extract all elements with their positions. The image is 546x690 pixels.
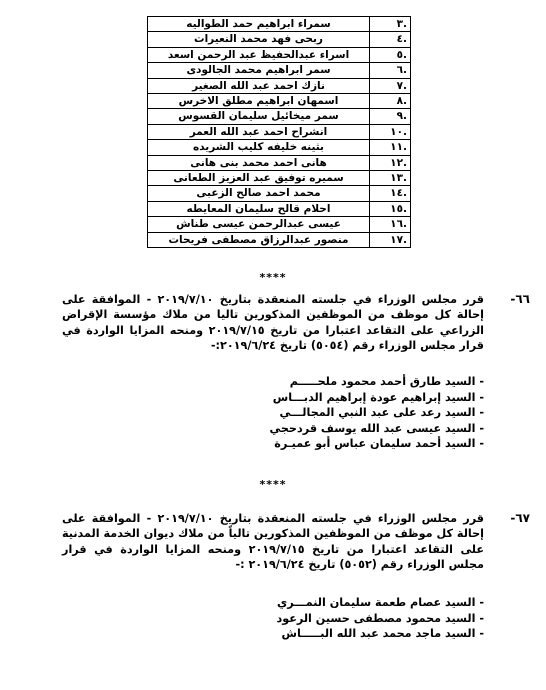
person-name: سميره توفيق عبد العزيز الطعانى	[148, 171, 370, 186]
decision-text: قرر مجلس الوزراء في جلسته المنعقدة بتاريخ ٢٠١٩/٧/١٠ - الموافقة على إحالة كل موظف من الموظفين المذكورين تالياً من ملاك ديوان الخدمة المدنية على التقاعد اعتبارا من تاريخ ٢٠١٩/٧/١٥ ومنحه المزايا الواردة في قرار مجلس الوزراء رقم (٥٠٥٢) تاريخ ٢٠١٩/٦/٢٤ :-	[62, 512, 484, 572]
row-number: .٣	[370, 17, 411, 32]
separator-stars: ****	[259, 478, 287, 491]
decision-67	[0, 511, 546, 651]
row-number: .١٥	[370, 201, 411, 216]
person-name: ربحى فهد محمد النعيرات	[148, 32, 370, 47]
person-name: سمراء ابراهيم حمد الطواليه	[148, 17, 370, 32]
table-row	[148, 47, 411, 62]
list-item: - السيد إبراهيم عودة إبراهيم الدبـــاس	[272, 390, 484, 404]
table-row	[148, 201, 411, 216]
table-row	[148, 109, 411, 124]
list-item: - السيد أحمد سليمان عباس أبو عميـرة	[274, 437, 484, 451]
list-item: - السيد طارق أحمد محمود ملحـــــم	[289, 375, 484, 388]
person-name: منصور عبدالرزاق مصطفى فريحات	[148, 232, 370, 247]
row-number: .٦	[370, 63, 411, 78]
table-row	[148, 63, 411, 78]
table-row	[148, 171, 411, 186]
names-table-body	[148, 17, 411, 248]
decision-66	[0, 292, 546, 462]
list-item: - السيد ماجد محمد عبد الله البـــــاش	[281, 627, 484, 641]
table-row	[148, 186, 411, 201]
table-row	[148, 17, 411, 32]
row-number: .١٦	[370, 217, 411, 232]
person-name: اسراء عبدالحفيظ عبد الرحمن اسعد	[148, 47, 370, 62]
person-name: هانى احمد محمد بنى هانى	[148, 155, 370, 170]
table-row	[148, 232, 411, 247]
decision-people-list	[270, 374, 484, 452]
row-number: .١٠	[370, 124, 411, 139]
person-name: نازك احمد عبد الله الصغير	[148, 78, 370, 93]
row-number: .١٧	[370, 232, 411, 247]
decision-text: قرر مجلس الوزراء في جلسته المنعقدة بتاريخ ٢٠١٩/٧/١٠ - الموافقة على إحالة كل موظف من الموظفين المذكورين تاليا من ملاك مؤسسة الإقراض الزراعي على التقاعد اعتبارا من تاريخ ٢٠١٩/٧/١٥ ومنحه المزايا الواردة في قرار مجلس الوزراء رقم (٥٠٥٤) تاريخ ٢٠١٩/٦/٢٤:-	[62, 293, 485, 353]
row-number: .٩	[370, 109, 411, 124]
row-number: .٥	[370, 47, 411, 62]
decision-number: ٦٦-	[510, 292, 530, 306]
decision-number: ٦٧-	[510, 511, 530, 525]
row-number: .٧	[370, 78, 411, 93]
person-name: سمر ميخائيل سليمان القسوس	[148, 109, 370, 124]
list-item: - السيد محمود مصطفى حسين الرعود	[276, 611, 484, 625]
person-name: اسمهان ابراهيم مطلق الاخرس	[148, 94, 370, 109]
person-name: انشراح احمد عبد الله العمر	[148, 124, 370, 139]
decision-people-list	[276, 595, 484, 642]
person-name: بثينه خليفه كليب الشريده	[148, 140, 370, 155]
names-table	[147, 16, 411, 248]
list-item: - السيد عيسى عبد الله يوسف قردحجي	[269, 421, 484, 435]
table-row	[148, 94, 411, 109]
table-row	[148, 124, 411, 139]
list-item: - السيد عصام طعمة سليمان النمـــري	[277, 596, 484, 609]
separator-stars: ****	[259, 271, 287, 284]
table-row	[148, 155, 411, 170]
list-item: - السيد رعد على عبد النبي المجالـــي	[279, 406, 484, 420]
table-row	[148, 78, 411, 93]
person-name: محمد احمد صالح الزعبى	[148, 186, 370, 201]
table-row	[148, 217, 411, 232]
table-row	[148, 140, 411, 155]
person-name: عيسى عبدالرحمن عيسى طناش	[148, 217, 370, 232]
person-name: سمر ابراهيم محمد الجالودى	[148, 63, 370, 78]
row-number: .١٤	[370, 186, 411, 201]
row-number: .١١	[370, 140, 411, 155]
table-row	[148, 32, 411, 47]
row-number: .٤	[370, 32, 411, 47]
person-name: احلام قالح سليمان المعايطه	[148, 201, 370, 216]
row-number: .١٣	[370, 171, 411, 186]
row-number: .١٢	[370, 155, 411, 170]
row-number: .٨	[370, 94, 411, 109]
